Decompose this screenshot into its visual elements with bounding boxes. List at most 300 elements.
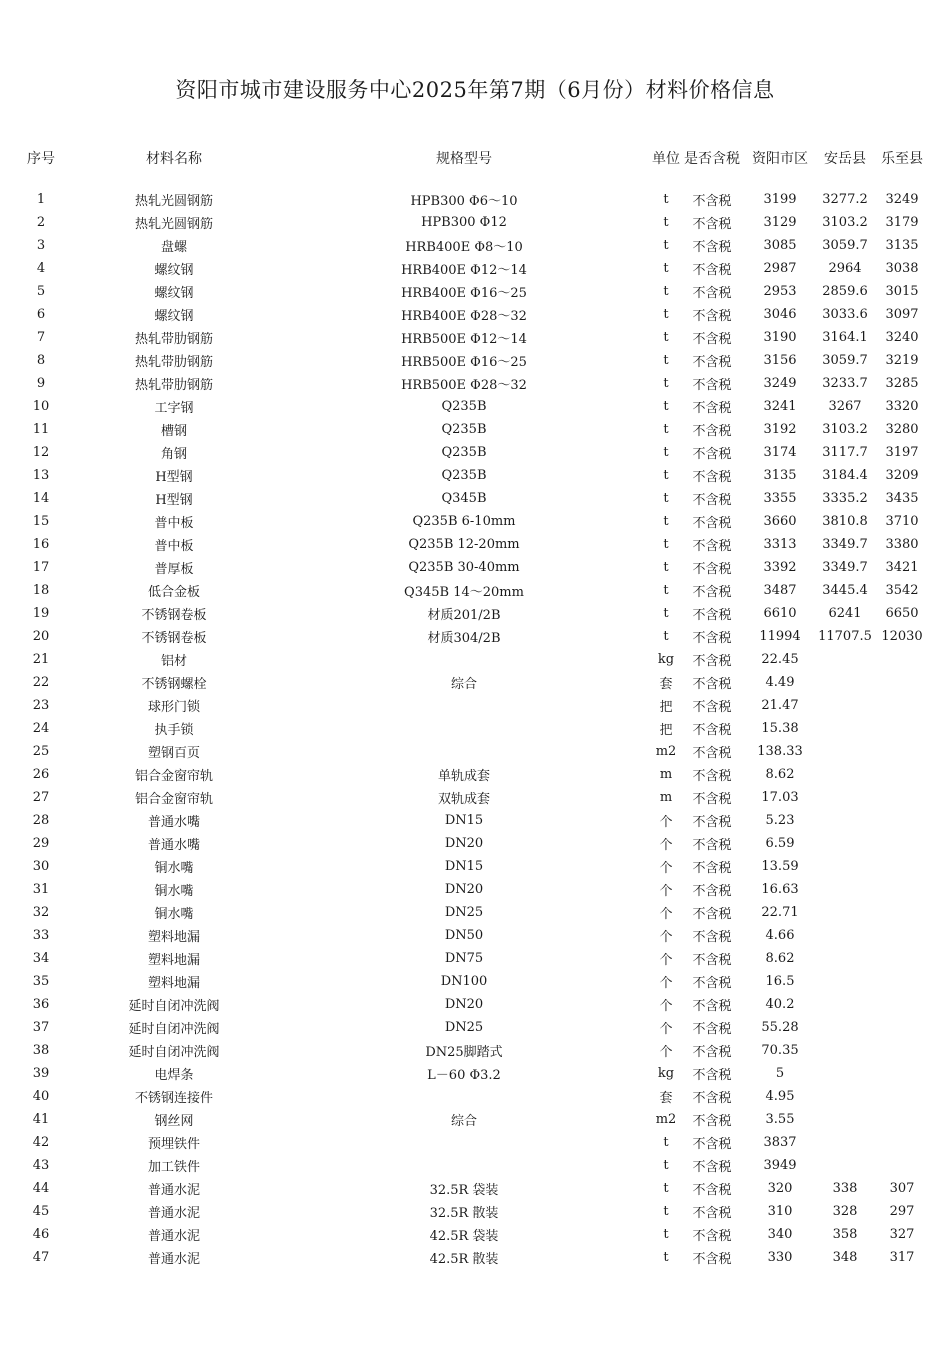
cell-price-anyue xyxy=(816,809,874,832)
header-unit: 单位 xyxy=(652,151,680,167)
cell-price-anyue xyxy=(816,694,874,717)
cell-spec: Q235B 12-20mm xyxy=(408,537,520,552)
cell-material-name: 不锈钢卷板 xyxy=(141,608,207,623)
cell-unit: t xyxy=(663,514,669,529)
cell-unit: 套 xyxy=(659,1091,673,1106)
cell-price-lezhi xyxy=(874,855,930,878)
cell-price-ziyang: 6.59 xyxy=(765,836,795,851)
cell-price-lezhi: 3435 xyxy=(885,491,919,506)
cell-material-name: 普通水嘴 xyxy=(147,815,200,830)
cell-price-ziyang: 22.71 xyxy=(761,905,799,920)
cell-price-anyue xyxy=(816,671,874,694)
table-row xyxy=(10,395,930,418)
cell-spec: 材质201/2B xyxy=(427,608,501,623)
spacer-row xyxy=(10,170,930,188)
cell-index: 9 xyxy=(36,376,46,391)
cell-spec: 32.5R 散装 xyxy=(429,1206,499,1221)
cell-index: 16 xyxy=(32,537,50,552)
cell-price-anyue: 3445.4 xyxy=(822,583,868,598)
cell-unit: t xyxy=(663,238,669,253)
cell-unit: t xyxy=(663,491,669,506)
cell-price-lezhi: 3285 xyxy=(885,376,919,391)
cell-material-name: 铝合金窗帘轨 xyxy=(134,769,213,784)
cell-tax: 不含税 xyxy=(692,815,732,830)
cell-price-lezhi xyxy=(874,1154,930,1177)
cell-unit: m2 xyxy=(655,1112,677,1127)
cell-price-ziyang: 3174 xyxy=(763,445,797,460)
cell-price-ziyang: 3192 xyxy=(763,422,797,437)
cell-material-name: 铝合金窗帘轨 xyxy=(134,792,213,807)
cell-price-ziyang: 4.66 xyxy=(765,928,795,943)
cell-price-ziyang: 55.28 xyxy=(761,1020,799,1035)
cell-tax: 不含税 xyxy=(692,1206,732,1221)
cell-price-lezhi xyxy=(874,1131,930,1154)
cell-unit: t xyxy=(663,445,669,460)
cell-price-ziyang: 3392 xyxy=(763,560,797,575)
table-row xyxy=(10,234,930,257)
cell-tax: 不含税 xyxy=(692,654,732,669)
cell-index: 22 xyxy=(32,675,50,690)
cell-index: 20 xyxy=(32,629,50,644)
cell-index: 46 xyxy=(32,1227,50,1242)
cell-tax: 不含税 xyxy=(692,608,732,623)
cell-price-lezhi xyxy=(874,901,930,924)
cell-spec: HRB400E Φ16～25 xyxy=(401,286,527,301)
cell-price-lezhi xyxy=(874,993,930,1016)
cell-spec: DN75 xyxy=(444,951,484,966)
cell-price-anyue xyxy=(816,786,874,809)
cell-tax: 不含税 xyxy=(692,1022,732,1037)
cell-spec: Q235B xyxy=(441,399,487,414)
cell-spec: DN25脚踏式 xyxy=(425,1045,503,1060)
cell-spec: DN20 xyxy=(444,836,484,851)
cell-index: 14 xyxy=(32,491,50,506)
cell-spec: 42.5R 散装 xyxy=(429,1252,499,1267)
cell-price-lezhi xyxy=(874,1085,930,1108)
cell-spec xyxy=(276,1131,652,1154)
cell-index: 2 xyxy=(36,215,46,230)
cell-price-anyue: 3059.7 xyxy=(822,353,868,368)
header-anyue: 安岳县 xyxy=(824,151,866,167)
cell-price-lezhi xyxy=(874,947,930,970)
cell-price-anyue xyxy=(816,924,874,947)
table-row xyxy=(10,418,930,441)
table-row xyxy=(10,1131,930,1154)
cell-unit: t xyxy=(663,1181,669,1196)
page-title: 资阳市城市建设服务中心2025年第7期（6月份）材料价格信息 xyxy=(175,78,775,102)
cell-price-anyue: 2859.6 xyxy=(822,284,868,299)
cell-tax: 不含税 xyxy=(692,378,732,393)
cell-unit: 个 xyxy=(659,884,673,899)
cell-unit: t xyxy=(663,468,669,483)
table-row xyxy=(10,257,930,280)
cell-price-lezhi: 317 xyxy=(889,1250,915,1265)
cell-price-lezhi: 3249 xyxy=(885,192,919,207)
cell-index: 24 xyxy=(32,721,50,736)
cell-tax: 不含税 xyxy=(692,884,732,899)
cell-index: 4 xyxy=(36,261,46,276)
cell-price-anyue: 2964 xyxy=(828,261,862,276)
cell-tax: 不含税 xyxy=(692,1183,732,1198)
cell-price-ziyang: 40.2 xyxy=(765,997,795,1012)
cell-price-anyue xyxy=(816,763,874,786)
cell-tax: 不含税 xyxy=(692,263,732,278)
cell-tax: 不含税 xyxy=(692,792,732,807)
cell-price-ziyang: 5 xyxy=(775,1066,785,1081)
cell-tax: 不含税 xyxy=(692,1160,732,1175)
cell-tax: 不含税 xyxy=(692,723,732,738)
cell-price-ziyang: 6610 xyxy=(763,606,797,621)
cell-price-anyue: 3164.1 xyxy=(822,330,868,345)
cell-tax: 不含税 xyxy=(692,953,732,968)
cell-tax: 不含税 xyxy=(692,355,732,370)
cell-price-lezhi: 6650 xyxy=(885,606,919,621)
table-row xyxy=(10,717,930,740)
cell-price-ziyang: 4.95 xyxy=(765,1089,795,1104)
cell-price-lezhi: 3219 xyxy=(885,353,919,368)
table-row xyxy=(10,280,930,303)
cell-spec xyxy=(276,694,652,717)
table-row xyxy=(10,901,930,924)
cell-price-anyue: 358 xyxy=(832,1227,858,1242)
table-row xyxy=(10,1016,930,1039)
cell-price-ziyang: 8.62 xyxy=(765,951,795,966)
cell-index: 35 xyxy=(32,974,50,989)
cell-price-anyue xyxy=(816,1039,874,1062)
cell-price-ziyang: 3129 xyxy=(763,215,797,230)
cell-unit: m xyxy=(659,767,673,782)
cell-tax: 不含税 xyxy=(692,930,732,945)
cell-spec: HRB400E Φ12～14 xyxy=(401,263,527,278)
cell-price-ziyang: 3199 xyxy=(763,192,797,207)
cell-price-anyue: 3277.2 xyxy=(822,192,868,207)
cell-tax: 不含税 xyxy=(692,585,732,600)
cell-material-name: 不锈钢卷板 xyxy=(141,631,207,646)
cell-material-name: 延时自闭冲洗阀 xyxy=(128,1022,220,1037)
cell-material-name: H型钢 xyxy=(155,493,193,508)
cell-spec: HRB400E Φ28～32 xyxy=(401,309,527,324)
table-row xyxy=(10,602,930,625)
cell-price-anyue: 3103.2 xyxy=(822,422,868,437)
cell-material-name: 热轧光圆钢筋 xyxy=(134,194,213,209)
cell-unit: 把 xyxy=(659,723,673,738)
cell-spec: DN15 xyxy=(444,813,484,828)
cell-tax: 不含税 xyxy=(692,240,732,255)
cell-spec: DN25 xyxy=(444,1020,484,1035)
cell-tax: 不含税 xyxy=(692,424,732,439)
cell-spec: DN50 xyxy=(444,928,484,943)
cell-unit: 个 xyxy=(659,976,673,991)
cell-index: 7 xyxy=(36,330,46,345)
cell-price-ziyang: 16.5 xyxy=(765,974,795,989)
table-row xyxy=(10,533,930,556)
cell-tax: 不含税 xyxy=(692,1045,732,1060)
cell-price-ziyang: 4.49 xyxy=(765,675,795,690)
cell-price-lezhi: 3097 xyxy=(885,307,919,322)
cell-unit: kg xyxy=(657,652,675,667)
table-row xyxy=(10,740,930,763)
cell-material-name: 塑料地漏 xyxy=(147,953,200,968)
cell-price-anyue xyxy=(816,993,874,1016)
cell-price-lezhi xyxy=(874,740,930,763)
cell-material-name: 工字钢 xyxy=(154,401,194,416)
cell-price-lezhi xyxy=(874,832,930,855)
cell-unit: 个 xyxy=(659,838,673,853)
cell-spec: 单轨成套 xyxy=(437,769,490,784)
cell-unit: t xyxy=(663,399,669,414)
table-row xyxy=(10,1062,930,1085)
cell-material-name: 延时自闭冲洗阀 xyxy=(128,999,220,1014)
cell-unit: t xyxy=(663,1158,669,1173)
cell-material-name: 铝材 xyxy=(160,654,187,669)
cell-price-anyue: 348 xyxy=(832,1250,858,1265)
cell-material-name: 螺纹钢 xyxy=(154,263,194,278)
table-row xyxy=(10,1200,930,1223)
cell-unit: kg xyxy=(657,1066,675,1081)
cell-price-anyue xyxy=(816,1108,874,1131)
price-table xyxy=(10,146,930,1269)
cell-price-lezhi: 3380 xyxy=(885,537,919,552)
cell-tax: 不含税 xyxy=(692,516,732,531)
cell-unit: t xyxy=(663,606,669,621)
table-row xyxy=(10,763,930,786)
table-row xyxy=(10,372,930,395)
cell-index: 12 xyxy=(32,445,50,460)
cell-price-lezhi xyxy=(874,786,930,809)
cell-material-name: 钢丝网 xyxy=(154,1114,194,1129)
cell-price-lezhi xyxy=(874,648,930,671)
cell-price-lezhi: 297 xyxy=(889,1204,915,1219)
cell-material-name: 热轧带肋钢筋 xyxy=(134,355,213,370)
cell-index: 45 xyxy=(32,1204,50,1219)
cell-unit: m xyxy=(659,790,673,805)
cell-price-ziyang: 70.35 xyxy=(761,1043,799,1058)
cell-material-name: 槽钢 xyxy=(160,424,187,439)
cell-price-lezhi: 3280 xyxy=(885,422,919,437)
table-row xyxy=(10,556,930,579)
cell-price-anyue xyxy=(816,947,874,970)
cell-index: 44 xyxy=(32,1181,50,1196)
cell-spec: 42.5R 袋装 xyxy=(429,1229,499,1244)
cell-price-anyue xyxy=(816,1154,874,1177)
cell-material-name: 普通水泥 xyxy=(147,1183,200,1198)
cell-material-name: 普中板 xyxy=(154,539,194,554)
cell-unit: t xyxy=(663,284,669,299)
cell-index: 37 xyxy=(32,1020,50,1035)
cell-index: 19 xyxy=(32,606,50,621)
cell-price-anyue: 3349.7 xyxy=(822,560,868,575)
cell-unit: t xyxy=(663,215,669,230)
cell-price-lezhi: 12030 xyxy=(881,629,923,644)
cell-index: 40 xyxy=(32,1089,50,1104)
cell-price-ziyang: 2953 xyxy=(763,284,797,299)
cell-tax: 不含税 xyxy=(692,309,732,324)
cell-price-anyue: 3233.7 xyxy=(822,376,868,391)
cell-price-anyue xyxy=(816,717,874,740)
cell-price-lezhi: 3135 xyxy=(885,238,919,253)
cell-index: 26 xyxy=(32,767,50,782)
cell-spec: DN20 xyxy=(444,997,484,1012)
cell-price-anyue: 328 xyxy=(832,1204,858,1219)
cell-material-name: 热轧光圆钢筋 xyxy=(134,217,213,232)
table-row xyxy=(10,855,930,878)
cell-index: 27 xyxy=(32,790,50,805)
header-tax: 是否含税 xyxy=(684,151,740,167)
cell-price-ziyang: 13.59 xyxy=(761,859,799,874)
cell-material-name: 延时自闭冲洗阀 xyxy=(128,1045,220,1060)
cell-index: 1 xyxy=(36,192,46,207)
cell-spec xyxy=(276,1085,652,1108)
cell-unit: t xyxy=(663,376,669,391)
cell-price-lezhi: 3038 xyxy=(885,261,919,276)
cell-material-name: 预埋铁件 xyxy=(147,1137,200,1152)
cell-unit: 个 xyxy=(659,815,673,830)
cell-tax: 不含税 xyxy=(692,999,732,1014)
cell-material-name: 角钢 xyxy=(160,447,187,462)
cell-material-name: 普中板 xyxy=(154,516,194,531)
cell-price-anyue xyxy=(816,855,874,878)
cell-price-ziyang: 310 xyxy=(767,1204,793,1219)
cell-unit: 把 xyxy=(659,700,673,715)
cell-price-anyue: 3335.2 xyxy=(822,491,868,506)
cell-unit: t xyxy=(663,1204,669,1219)
cell-price-ziyang: 3660 xyxy=(763,514,797,529)
cell-price-ziyang: 16.63 xyxy=(761,882,799,897)
cell-price-ziyang: 11994 xyxy=(759,629,801,644)
cell-price-anyue xyxy=(816,878,874,901)
cell-index: 23 xyxy=(32,698,50,713)
cell-spec: HPB300 Φ12 xyxy=(421,215,507,230)
cell-material-name: 塑料地漏 xyxy=(147,976,200,991)
cell-price-ziyang: 3355 xyxy=(763,491,797,506)
cell-unit: t xyxy=(663,307,669,322)
cell-unit: t xyxy=(663,353,669,368)
cell-tax: 不含税 xyxy=(692,493,732,508)
cell-index: 29 xyxy=(32,836,50,851)
cell-price-lezhi xyxy=(874,809,930,832)
cell-spec: Q235B xyxy=(441,468,487,483)
cell-unit: t xyxy=(663,330,669,345)
cell-price-lezhi xyxy=(874,694,930,717)
cell-price-anyue: 3184.4 xyxy=(822,468,868,483)
cell-material-name: 塑钢百页 xyxy=(147,746,200,761)
cell-tax: 不含税 xyxy=(692,539,732,554)
cell-tax: 不含税 xyxy=(692,470,732,485)
cell-price-lezhi: 3197 xyxy=(885,445,919,460)
table-row xyxy=(10,832,930,855)
cell-price-lezhi: 3710 xyxy=(885,514,919,529)
cell-price-lezhi xyxy=(874,717,930,740)
cell-price-anyue: 338 xyxy=(832,1181,858,1196)
cell-price-ziyang: 3156 xyxy=(763,353,797,368)
cell-unit: t xyxy=(663,1135,669,1150)
cell-price-ziyang: 320 xyxy=(767,1181,793,1196)
cell-price-anyue: 3349.7 xyxy=(822,537,868,552)
table-row xyxy=(10,1108,930,1131)
cell-price-anyue: 3059.7 xyxy=(822,238,868,253)
cell-unit: m2 xyxy=(655,744,677,759)
cell-price-anyue: 3033.6 xyxy=(822,307,868,322)
table-row xyxy=(10,303,930,326)
cell-spec: 综合 xyxy=(450,677,477,692)
cell-price-ziyang: 3046 xyxy=(763,307,797,322)
cell-price-ziyang: 3135 xyxy=(763,468,797,483)
table-row xyxy=(10,1154,930,1177)
cell-tax: 不含税 xyxy=(692,1114,732,1129)
cell-price-lezhi: 307 xyxy=(889,1181,915,1196)
cell-spec: Q235B xyxy=(441,422,487,437)
table-row xyxy=(10,786,930,809)
cell-index: 8 xyxy=(36,353,46,368)
cell-tax: 不含税 xyxy=(692,1137,732,1152)
cell-unit: t xyxy=(663,261,669,276)
cell-unit: 个 xyxy=(659,907,673,922)
cell-tax: 不含税 xyxy=(692,907,732,922)
cell-price-anyue xyxy=(816,1131,874,1154)
cell-tax: 不含税 xyxy=(692,1091,732,1106)
cell-material-name: 铜水嘴 xyxy=(154,884,194,899)
table-row xyxy=(10,694,930,717)
cell-tax: 不含税 xyxy=(692,746,732,761)
header-ziyang: 资阳市区 xyxy=(752,151,808,167)
cell-tax: 不含税 xyxy=(692,769,732,784)
cell-price-ziyang: 3241 xyxy=(763,399,797,414)
table-row xyxy=(10,510,930,533)
cell-index: 13 xyxy=(32,468,50,483)
table-row xyxy=(10,809,930,832)
cell-material-name: 盘螺 xyxy=(160,240,187,255)
cell-spec: Q235B 30-40mm xyxy=(408,560,520,575)
cell-price-ziyang: 3487 xyxy=(763,583,797,598)
table-row xyxy=(10,1085,930,1108)
cell-price-ziyang: 5.23 xyxy=(765,813,795,828)
cell-price-ziyang: 3837 xyxy=(763,1135,797,1150)
cell-price-anyue xyxy=(816,832,874,855)
cell-material-name: 铜水嘴 xyxy=(154,861,194,876)
table-row xyxy=(10,188,930,211)
cell-price-lezhi xyxy=(874,1062,930,1085)
cell-tax: 不含税 xyxy=(692,677,732,692)
cell-spec: 双轨成套 xyxy=(437,792,490,807)
cell-price-ziyang: 15.38 xyxy=(761,721,799,736)
cell-index: 17 xyxy=(32,560,50,575)
cell-index: 11 xyxy=(32,422,50,437)
cell-unit: 个 xyxy=(659,1045,673,1060)
cell-price-ziyang: 3085 xyxy=(763,238,797,253)
cell-material-name: 低合金板 xyxy=(147,585,200,600)
cell-spec: HRB500E Φ28～32 xyxy=(401,378,527,393)
cell-price-lezhi: 3209 xyxy=(885,468,919,483)
cell-unit: t xyxy=(663,583,669,598)
table-row xyxy=(10,349,930,372)
cell-price-anyue: 3267 xyxy=(828,399,862,414)
cell-unit: t xyxy=(663,1250,669,1265)
table-row xyxy=(10,1246,930,1269)
cell-price-ziyang: 8.62 xyxy=(765,767,795,782)
cell-spec: DN100 xyxy=(440,974,488,989)
cell-price-ziyang: 340 xyxy=(767,1227,793,1242)
cell-tax: 不含税 xyxy=(692,1068,732,1083)
cell-tax: 不含税 xyxy=(692,700,732,715)
cell-material-name: 普通水泥 xyxy=(147,1206,200,1221)
cell-tax: 不含税 xyxy=(692,401,732,416)
cell-price-ziyang: 3249 xyxy=(763,376,797,391)
header-spec: 规格型号 xyxy=(436,151,492,167)
table-row xyxy=(10,648,930,671)
cell-price-lezhi: 3421 xyxy=(885,560,919,575)
cell-price-anyue xyxy=(816,740,874,763)
cell-price-lezhi: 3240 xyxy=(885,330,919,345)
